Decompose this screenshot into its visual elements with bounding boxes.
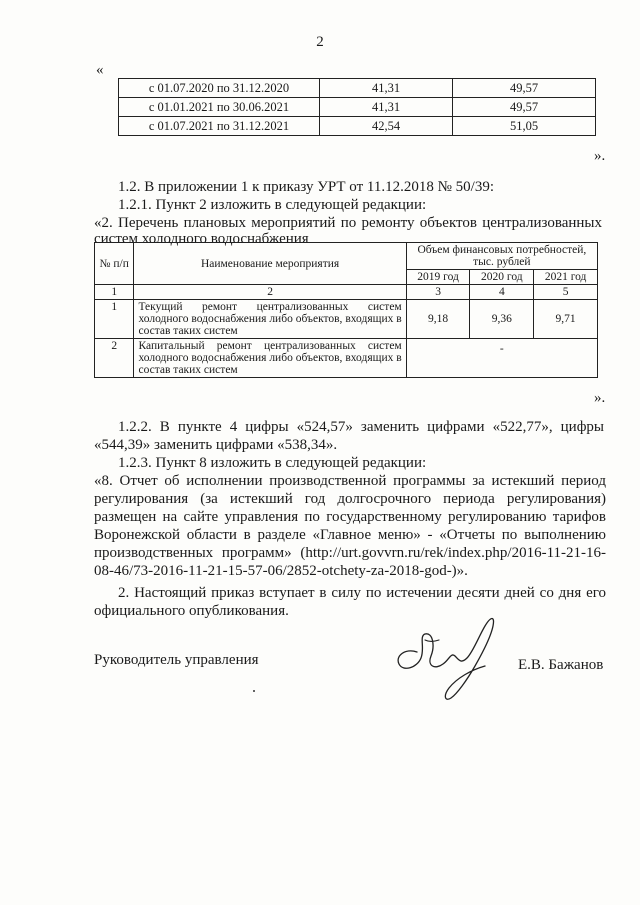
row-name: Капитальный ремонт централизованных систем холодного водоснабжения либо объектов, входящих в состав таких систем [134, 339, 406, 378]
paragraph-8-line: Воронежской области в разделе «Главное меню» - «Отчеты по выполнению [94, 527, 606, 543]
header-number: № п/п [95, 243, 134, 285]
value-2-cell: 49,57 [453, 79, 596, 98]
row-number: 1 [95, 300, 134, 339]
paragraph-1-2-2-line-2: «544,39» заменить цифрами «538,34». [94, 437, 338, 453]
index-cell: 5 [534, 285, 598, 300]
section-2-title-line-2: систем холодного водоснабжения [94, 231, 309, 247]
closing-quote-1: ». [594, 148, 606, 164]
paragraph-8 [94, 472, 606, 580]
index-cell: 1 [95, 285, 134, 300]
section-2-title-line-1: «2. Перечень плановых мероприятий по ремонту объектов централизованных [94, 215, 602, 231]
tariff-table [118, 78, 596, 136]
table-row [119, 117, 596, 136]
paragraph-1-2: 1.2. В приложении 1 к приказу УРТ от 11.12.2018 № 50/39: [118, 179, 495, 195]
header-financing: Объем финансовых потребностей, тыс. рублей [406, 243, 597, 270]
repair-measures-table [94, 242, 598, 378]
index-cell: 4 [470, 285, 534, 300]
paragraph-1-2-3: 1.2.3. Пункт 8 изложить в следующей редакции: [118, 455, 427, 471]
paragraph-1-2-2-line-1: 1.2.2. В пункте 4 цифры «524,57» заменить цифрами «522,77», цифры [118, 419, 604, 435]
row-value-2019: 9,18 [406, 300, 470, 339]
value-1-cell: 42,54 [320, 117, 453, 136]
paragraph-8-line: 08-46/73-2016-11-21-15-57-06/2852-otchety-za-2018-god-)». [94, 563, 468, 579]
row-name: Текущий ремонт централизованных систем холодного водоснабжения либо объектов, входящих в состав таких систем [134, 300, 406, 339]
paragraph-2-line-1: 2. Настоящий приказ вступает в силу по истечении десяти дней со дня его [118, 585, 606, 601]
table-row [95, 339, 598, 378]
paragraph-1-2-1: 1.2.1. Пункт 2 изложить в следующей редакции: [118, 197, 427, 213]
value-1-cell: 41,31 [320, 98, 453, 117]
table-row [95, 300, 598, 339]
signature-image [395, 612, 505, 700]
paragraph-8-line: производственных программ» (http://urt.govvrn.ru/rek/index.php/2016-11-21-16- [94, 545, 606, 561]
period-cell: с 01.07.2020 по 31.12.2020 [119, 79, 320, 98]
speck [253, 690, 255, 692]
row-number: 2 [95, 339, 134, 378]
opening-quote: « [96, 62, 104, 78]
index-cell: 2 [134, 285, 406, 300]
paragraph-8-line: «8. Отчет об исполнении производственной программы за истекший период [94, 473, 606, 489]
signer-title: Руководитель управления [94, 652, 259, 668]
header-year-2021: 2021 год [534, 270, 598, 285]
row-merged-value: - [406, 339, 597, 378]
row-value-2020: 9,36 [470, 300, 534, 339]
value-1-cell: 41,31 [320, 79, 453, 98]
header-name: Наименование мероприятия [134, 243, 406, 285]
period-cell: с 01.07.2021 по 31.12.2021 [119, 117, 320, 136]
header-year-2020: 2020 год [470, 270, 534, 285]
table-row [119, 79, 596, 98]
page-number: 2 [316, 34, 324, 50]
value-2-cell: 49,57 [453, 98, 596, 117]
index-cell: 3 [406, 285, 470, 300]
paragraph-8-line: регулирования (за истекший год долгосрочного периода регулирования) [94, 491, 606, 507]
row-value-2021: 9,71 [534, 300, 598, 339]
signer-name: Е.В. Бажанов [518, 657, 604, 673]
paragraph-8-line: размещен на сайте управления по государственному регулированию тарифов [94, 509, 606, 525]
value-2-cell: 51,05 [453, 117, 596, 136]
paragraph-2-line-2: официального опубликования. [94, 603, 289, 619]
period-cell: с 01.01.2021 по 30.06.2021 [119, 98, 320, 117]
table-row [119, 98, 596, 117]
closing-quote-2: ». [594, 390, 606, 406]
header-year-2019: 2019 год [406, 270, 470, 285]
